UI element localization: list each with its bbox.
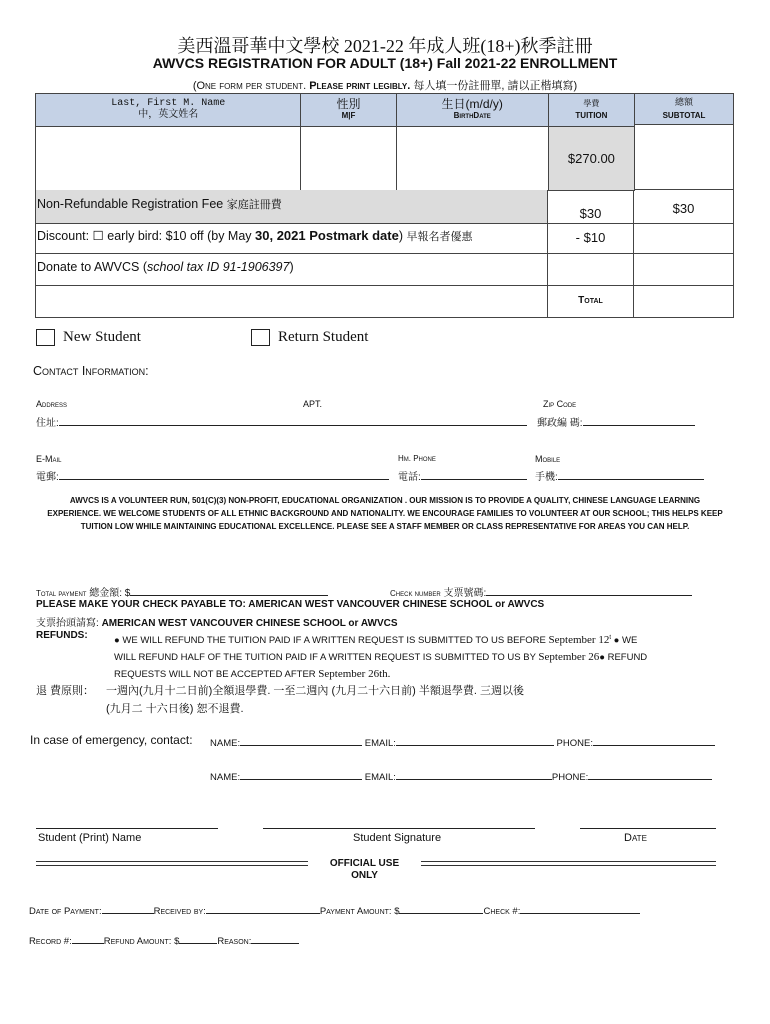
received-by-field[interactable] — [206, 903, 320, 914]
mobile-label: Mobile — [535, 454, 561, 464]
zip-field[interactable]: 郵政編 碼: — [537, 413, 695, 429]
record-no-field[interactable] — [72, 933, 104, 944]
refund-amount-field[interactable] — [179, 933, 217, 944]
header-tuition: 學費 TUITION — [548, 94, 634, 127]
emergency-email-2[interactable] — [396, 769, 552, 780]
subtotal-tuition-cell[interactable] — [634, 124, 734, 190]
home-phone-field[interactable]: 電話: — [398, 467, 527, 483]
student-print-line[interactable] — [36, 828, 218, 829]
student-signature-label: Student Signature — [353, 832, 442, 844]
discount-row: Discount: ☐ early bird: $10 off (by May 30, 2021 Postmark date) 早報名者優惠 — [35, 224, 547, 254]
address-field[interactable]: 住址: — [36, 413, 527, 429]
table-header-row — [36, 94, 635, 127]
refund-policy-cn: 一週內(九月十二日前)全額退學費. 一至二週內 (九月二十六日前) 半額退學費. 三週以後 (九月二 十六日後) 恕不退費. — [106, 685, 524, 715]
official-divider-right — [421, 861, 716, 866]
check-number-field[interactable]: Check number 支票號碼: — [390, 584, 692, 599]
refunds-label: REFUNDS: — [36, 630, 88, 641]
payable-line: PLEASE MAKE YOUR CHECK PAYABLE TO: AMERICAN WEST VANCOUVER CHINESE SCHOOL or AWVCS — [36, 599, 545, 610]
refund-policy-cn-label: 退 費原則： — [36, 685, 95, 697]
instructions: (One form per student. Please print legibly. 每人填一份註冊單, 請以正楷填寫) — [192, 80, 578, 92]
student-row — [36, 127, 635, 191]
discount-subtotal-cell[interactable] — [634, 224, 734, 254]
tuition-amount: $270.00 — [548, 127, 634, 191]
date-line[interactable] — [580, 828, 716, 829]
mobile-field[interactable]: 手機: — [535, 467, 704, 483]
refund-policy: ● WE WILL REFUND THE TUITION PAID IF A WRITTEN REQUEST IS SUBMITTED TO US BEFORE September 12$^t$ ● WE WILL REFUND HALF OF THE TUITION PAID IF A WRITTEN REQUEST IS SUBMITTED TO US BY September 26● REFUND REQUESTS WILL NOT BE ACCEPTED AFTER September 26th. — [114, 634, 648, 681]
new-student-checkbox[interactable] — [36, 329, 55, 346]
total-amount-cell[interactable] — [634, 286, 734, 318]
fee-table — [35, 93, 635, 191]
emergency-contact-2: NAME: EMAIL: PHONE: — [210, 769, 712, 783]
reason-field[interactable] — [251, 933, 299, 944]
header-name: Last, First M. Name 中，英文姓名 — [36, 94, 301, 127]
payable-line-cn: 支票抬頭請寫: AMERICAN WEST VANCOUVER CHINESE SCHOOL or AWVCS — [36, 618, 398, 629]
name-input[interactable] — [36, 127, 301, 191]
official-row-1: Date of Payment: Received by: Payment Amount: $ Check #: — [29, 903, 640, 917]
payment-amount-field[interactable] — [399, 903, 483, 914]
new-student-option[interactable]: New Student — [36, 329, 141, 346]
registration-fee-amount: $30 — [547, 190, 634, 224]
fee-rows — [35, 190, 734, 318]
official-divider-left — [36, 861, 308, 866]
title-chinese: 美西溫哥華中文學校 2021-22 年成人班(18+)秋季註冊 — [177, 36, 593, 56]
date-label: Date — [624, 832, 647, 844]
email-label: E-Mail — [36, 454, 62, 464]
donate-row: Donate to AWVCS (school tax ID 91-1906397) — [35, 254, 547, 286]
student-signature-line[interactable] — [263, 828, 535, 829]
registration-fee-subtotal: $30 — [634, 190, 734, 224]
registration-fee-row: Non-Refundable Registration Fee 家庭註冊費 — [35, 190, 547, 224]
return-student-option[interactable]: Return Student — [251, 329, 368, 346]
check-no-field[interactable] — [520, 903, 640, 914]
header-birthdate: 生日(m/d/y) BirthDate — [396, 94, 548, 127]
contact-heading: Contact Information: — [33, 364, 149, 378]
total-payment-field[interactable]: Total payment 總金額: $ — [36, 584, 328, 599]
donate-subtotal-cell[interactable] — [634, 254, 734, 286]
address-label: Address — [36, 399, 68, 409]
student-print-label: Student (Print) Name — [38, 832, 142, 844]
emergency-label: In case of emergency, contact: — [30, 733, 193, 747]
gender-input[interactable] — [301, 127, 396, 191]
emergency-contact-1: NAME: EMAIL: PHONE: — [210, 735, 715, 749]
total-label: Total — [547, 286, 634, 318]
emergency-phone-2[interactable] — [588, 769, 712, 780]
discount-amount: - $10 — [547, 224, 634, 254]
emergency-phone-1[interactable] — [593, 735, 715, 746]
total-row-blank — [35, 286, 547, 318]
header-gender: 性別 M|F — [301, 94, 396, 127]
emergency-name-2[interactable] — [240, 769, 362, 780]
donate-amount-cell[interactable] — [547, 254, 634, 286]
emergency-name-1[interactable] — [240, 735, 362, 746]
emergency-email-1[interactable] — [396, 735, 554, 746]
email-field[interactable]: 電郵: — [36, 467, 389, 483]
official-use-heading: OFFICIAL USE ONLY — [329, 858, 400, 881]
return-student-checkbox[interactable] — [251, 329, 270, 346]
apt-label: APT. — [303, 399, 323, 409]
zip-label: Zip Code — [543, 399, 577, 409]
date-of-payment-field[interactable] — [102, 903, 154, 914]
home-phone-label: Hm. Phone — [398, 454, 436, 463]
birthdate-input[interactable] — [396, 127, 548, 191]
mission-statement: AWVCS IS A VOLUNTEER RUN, 501(C)(3) NON-PROFIT, EDUCATIONAL ORGANIZATION . OUR MISSION IS TO PROVIDE A QUALITY, CHINESE LANGUAGE LEARNING EXPERIENCE. WE WELCOME STUDENTS OF ALL ETHNIC BACKGROUND AND NATIONALITY. WE ENCOURAGE FAMILIES TO VOLUNTEER AT OUR SCHOOL; THIS HELPS KEEP TUITION LOW WHILE MAINTAINING EDUCATIONAL EXCELLENCE. PLEASE SEE A STAFF MEMBER OR CLASS REPRESENTATIVE FOR AREAS YOU CAN HELP. — [47, 496, 723, 531]
title-english: AWVCS REGISTRATION FOR ADULT (18+) Fall 2021-22 ENROLLMENT — [152, 55, 618, 71]
official-row-2: Record #: Refund Amount: $ Reason: — [29, 933, 299, 947]
header-subtotal: 總額 SUBTOTAL — [634, 93, 734, 125]
